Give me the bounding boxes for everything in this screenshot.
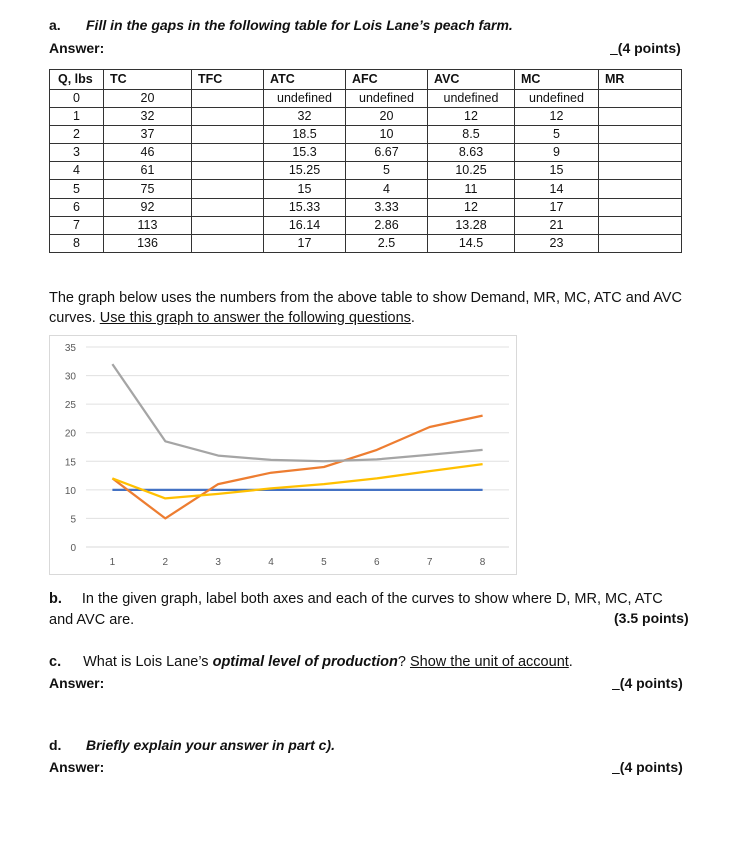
part-d-question: Briefly explain your answer in part c). <box>86 737 335 753</box>
table-cell: 5 <box>50 180 104 198</box>
table-header-cell: MR <box>599 70 682 90</box>
table-cell[interactable] <box>599 90 682 108</box>
table-header-cell: ATC <box>264 70 346 90</box>
table-cell: 61 <box>104 162 192 180</box>
graph-intro-line1: The graph below uses the numbers from the above table to show Demand, MR, MC, ATC and AVC <box>49 290 682 306</box>
part-c-text-a: What is Lois Lane’s <box>83 654 213 670</box>
table-cell: 2 <box>50 126 104 144</box>
table-cell: 14 <box>515 180 599 198</box>
cost-curves-chart <box>49 335 517 575</box>
table-cell[interactable] <box>192 216 264 234</box>
table-row <box>50 234 682 252</box>
table-cell: 1 <box>50 108 104 126</box>
x-tick-label: 3 <box>215 557 221 568</box>
part-b-text2: and AVC are. <box>49 612 135 628</box>
table-cell: 10 <box>346 126 428 144</box>
table-cell[interactable] <box>192 234 264 252</box>
table-header-cell: MC <box>515 70 599 90</box>
table-cell: 15.33 <box>264 198 346 216</box>
part-b-letter: b. <box>49 591 62 607</box>
part-c-answer-label: Answer: <box>49 675 105 691</box>
table-cell[interactable] <box>599 234 682 252</box>
table-cell: undefined <box>264 90 346 108</box>
part-c-points <box>612 675 683 691</box>
part-a-answer-label: Answer: <box>49 40 105 56</box>
table-cell: 136 <box>104 234 192 252</box>
table-cell: 12 <box>515 108 599 126</box>
table-cell: 92 <box>104 198 192 216</box>
cost-table <box>49 69 682 253</box>
y-tick-label: 25 <box>64 400 76 412</box>
table-row <box>50 180 682 198</box>
table-cell: 4 <box>50 162 104 180</box>
part-c-letter: c. <box>49 654 62 670</box>
table-header-cell: Q, lbs <box>50 70 104 90</box>
table-header-cell: TFC <box>192 70 264 90</box>
table-cell[interactable] <box>599 198 682 216</box>
y-tick-label: 10 <box>64 485 76 497</box>
table-cell[interactable] <box>599 144 682 162</box>
part-a-question: Fill in the gaps in the following table for Lois Lane’s peach farm. <box>86 17 513 33</box>
table-cell: 4 <box>346 180 428 198</box>
table-header-row <box>50 70 682 90</box>
table-cell: 2.5 <box>346 234 428 252</box>
table-cell[interactable] <box>192 126 264 144</box>
table-cell: undefined <box>346 90 428 108</box>
part-b-points: (3.5 points) <box>614 610 689 626</box>
x-tick-label: 5 <box>321 557 327 568</box>
table-cell: undefined <box>428 90 515 108</box>
table-cell: 8.5 <box>428 126 515 144</box>
table-cell: 3.33 <box>346 198 428 216</box>
part-c-emphasis: optimal level of production <box>212 654 398 670</box>
part-a-points <box>610 40 681 56</box>
graph-intro-end: . <box>410 310 415 326</box>
x-tick-label: 1 <box>109 557 116 568</box>
table-cell[interactable] <box>192 144 264 162</box>
table-cell: 32 <box>104 108 192 126</box>
x-tick-label: 8 <box>479 557 486 568</box>
table-cell: 32 <box>264 108 346 126</box>
table-header-cell: AFC <box>346 70 428 90</box>
table-cell[interactable] <box>599 180 682 198</box>
part-d-points-text: (4 points) <box>619 759 683 775</box>
table-cell[interactable] <box>599 216 682 234</box>
table-row <box>50 216 682 234</box>
part-c-line <box>49 652 573 673</box>
table-cell[interactable] <box>599 126 682 144</box>
table-cell: 75 <box>104 180 192 198</box>
x-tick-label: 2 <box>162 557 169 568</box>
table-cell: 12 <box>428 198 515 216</box>
table-row <box>50 144 682 162</box>
table-cell: 15 <box>515 162 599 180</box>
table-cell[interactable] <box>599 162 682 180</box>
table-cell: 13.28 <box>428 216 515 234</box>
x-tick-label: 7 <box>426 557 433 568</box>
chart-frame <box>50 336 517 575</box>
x-tick-label: 4 <box>268 557 274 568</box>
table-cell[interactable] <box>192 162 264 180</box>
table-cell[interactable] <box>192 198 264 216</box>
part-d-answer-label: Answer: <box>49 759 105 775</box>
y-tick-label: 5 <box>70 514 76 526</box>
table-header-cell: TC <box>104 70 192 90</box>
table-cell[interactable] <box>192 90 264 108</box>
part-d-points <box>612 759 683 775</box>
table-cell: 15 <box>264 180 346 198</box>
table-row <box>50 126 682 144</box>
table-cell: 15.3 <box>264 144 346 162</box>
table-cell: 12 <box>428 108 515 126</box>
table-cell: 0 <box>50 90 104 108</box>
table-cell: 6.67 <box>346 144 428 162</box>
table-cell: 9 <box>515 144 599 162</box>
table-cell: 10.25 <box>428 162 515 180</box>
table-cell: 11 <box>428 180 515 198</box>
table-cell: undefined <box>515 90 599 108</box>
table-cell: 23 <box>515 234 599 252</box>
part-b-text1: In the given graph, label both axes and each of the curves to show where D, MR, MC, ATC <box>81 591 663 607</box>
table-cell: 37 <box>104 126 192 144</box>
table-cell: 8.63 <box>428 144 515 162</box>
part-c-underlined: Show the unit of account <box>409 654 569 670</box>
part-c-points-text: (4 points) <box>619 675 683 691</box>
table-cell: 46 <box>104 144 192 162</box>
table-cell: 16.14 <box>264 216 346 234</box>
table-cell: 3 <box>50 144 104 162</box>
part-a-points-text: (4 points) <box>617 40 681 56</box>
table-row <box>50 108 682 126</box>
part-a-letter: a. <box>49 17 61 33</box>
table-cell: 20 <box>104 90 192 108</box>
y-tick-label: 35 <box>64 343 76 354</box>
y-tick-label: 30 <box>64 371 76 383</box>
table-cell: 18.5 <box>264 126 346 144</box>
table-cell: 14.5 <box>428 234 515 252</box>
part-b-line1 <box>49 589 663 610</box>
y-tick-label: 15 <box>64 457 76 469</box>
y-tick-label: 20 <box>64 428 76 440</box>
table-cell: 20 <box>346 108 428 126</box>
graph-intro-plain: curves. <box>49 310 100 326</box>
table-cell: 8 <box>50 234 104 252</box>
table-row <box>50 162 682 180</box>
table-cell[interactable] <box>192 108 264 126</box>
table-cell[interactable] <box>192 180 264 198</box>
table-cell: 5 <box>515 126 599 144</box>
table-header-cell: AVC <box>428 70 515 90</box>
y-tick-label: 0 <box>70 543 76 554</box>
table-cell: 2.86 <box>346 216 428 234</box>
graph-intro-underlined: Use this graph to answer the following questions <box>99 310 411 326</box>
table-cell: 17 <box>515 198 599 216</box>
part-c-text-e: . <box>568 654 573 670</box>
table-row <box>50 90 682 108</box>
table-row <box>50 198 682 216</box>
x-tick-label: 6 <box>374 557 380 568</box>
table-cell: 7 <box>50 216 104 234</box>
part-c-text-c: ? <box>397 654 410 670</box>
table-cell: 21 <box>515 216 599 234</box>
table-cell: 6 <box>50 198 104 216</box>
table-cell: 5 <box>346 162 428 180</box>
table-cell[interactable] <box>599 108 682 126</box>
table-cell: 17 <box>264 234 346 252</box>
table-cell: 113 <box>104 216 192 234</box>
part-d-letter: d. <box>49 737 62 753</box>
graph-intro-line2 <box>49 308 415 329</box>
table-cell: 15.25 <box>264 162 346 180</box>
